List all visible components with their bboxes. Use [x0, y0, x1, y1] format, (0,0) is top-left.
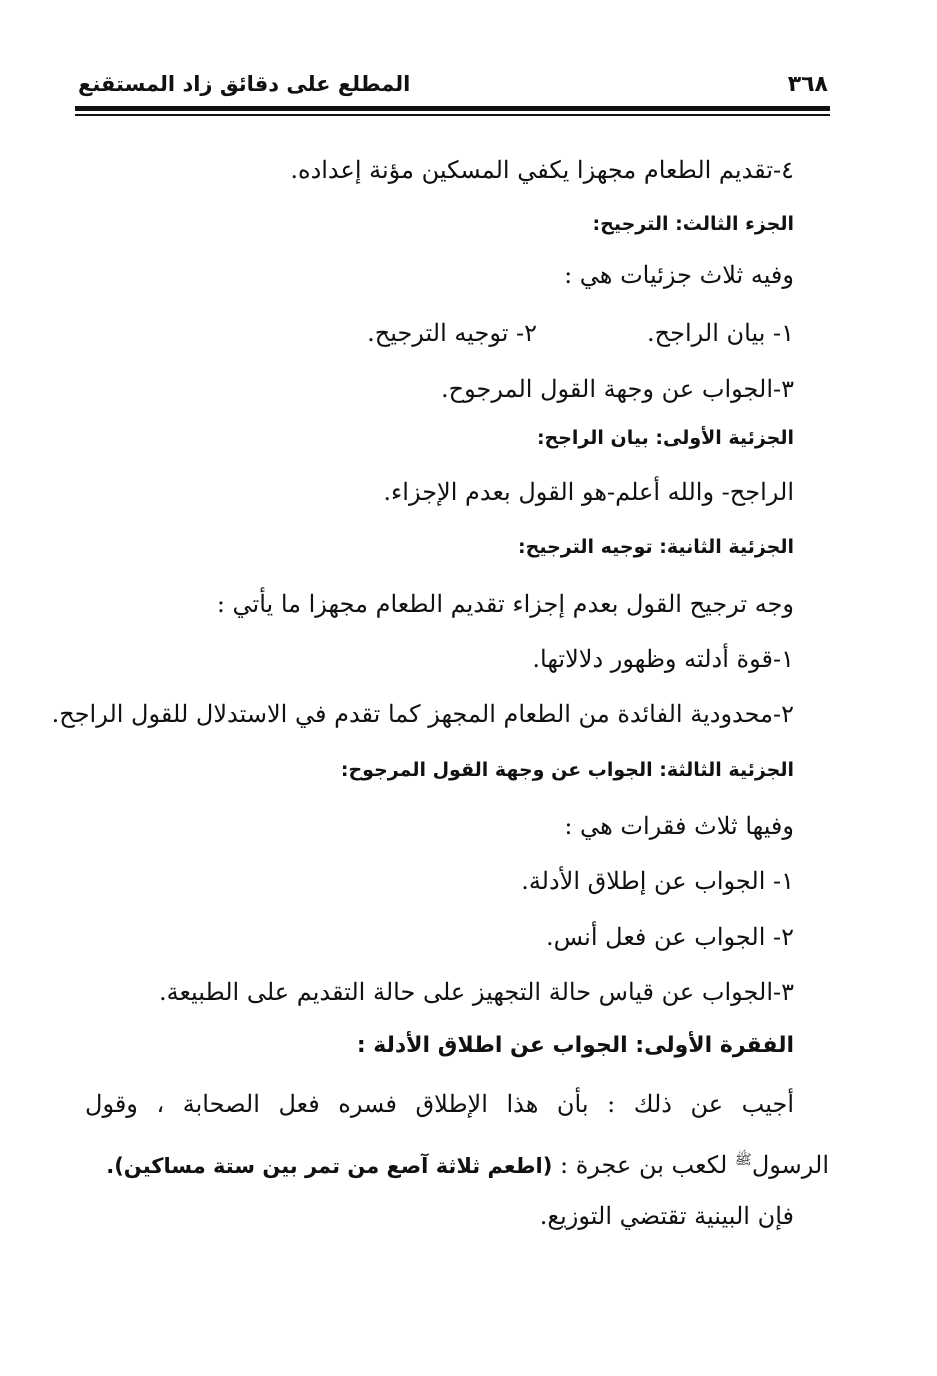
page-header — [78, 70, 828, 104]
text-line-5: ٣-الجواب عن وجهة القول المرجوح. — [440, 375, 794, 403]
text-line-19 — [106, 1140, 829, 1180]
text-line-4 — [367, 313, 794, 353]
honorific-symbol: ﷺ — [734, 1152, 752, 1168]
subsection-heading-2: الجزئية الثانية: توجيه الترجيح: — [518, 536, 794, 558]
text-line-11: ٢-محدودية الفائدة من الطعام المجهز كما تقدم في الاستدلال للقول الراجح. — [51, 700, 794, 728]
text-rasul: الرسول — [751, 1151, 829, 1179]
text-line-13: وفيها ثلاث فقرات هي : — [564, 812, 794, 840]
text-line-7: الراجح- والله أعلم-هو القول بعدم الإجزاء. — [383, 478, 794, 506]
subsection-heading-3: الجزئية الثالثة: الجواب عن وجهة القول المرجوح: — [340, 759, 794, 781]
text-line-16: ٣-الجواب عن قياس حالة التجهيز على حالة التقديم على الطبيعة. — [158, 978, 794, 1006]
text-line-18: أجيب عن ذلك : بأن هذا الإطلاق فسره فعل الصحابة ، وقول — [85, 1090, 794, 1118]
list-item-2: ٢- توجيه الترجيح. — [367, 319, 538, 347]
text-line-9: وجه ترجيح القول بعدم إجزاء تقديم الطعام مجهزا ما يأتي : — [216, 590, 794, 618]
text-line-1: ٤-تقديم الطعام مجهزا يكفي المسكين مؤنة إعداده. — [290, 156, 794, 184]
book-title: المطلع على دقائق زاد المستقنع — [78, 72, 411, 96]
list-item-1: ١- بيان الراجح. — [647, 319, 794, 347]
hadith-quote: (اطعم ثلاثة آصع من تمر بين ستة مساكين). — [106, 1154, 553, 1178]
subsection-heading-1: الجزئية الأولى: بيان الراجح: — [536, 427, 794, 449]
text-line-3: وفيه ثلاث جزئيات هي : — [564, 261, 794, 289]
page-number: ٣٦٨ — [787, 72, 828, 97]
text-line-20: فإن البينية تقتضي التوزيع. — [539, 1202, 794, 1230]
header-rule-thick — [75, 106, 830, 111]
text-kaab: لكعب بن عجرة : — [560, 1151, 728, 1179]
text-line-15: ٢- الجواب عن فعل أنس. — [545, 923, 794, 951]
header-rule-thin — [75, 114, 830, 116]
text-line-10: ١-قوة أدلته وظهور دلالاتها. — [532, 645, 794, 673]
text-line-14: ١- الجواب عن إطلاق الأدلة. — [521, 867, 794, 895]
section-heading-part-three: الجزء الثالث: الترجيح: — [592, 213, 794, 235]
paragraph-heading-1: الفقرة الأولى: الجواب عن اطلاق الأدلة : — [356, 1033, 794, 1058]
